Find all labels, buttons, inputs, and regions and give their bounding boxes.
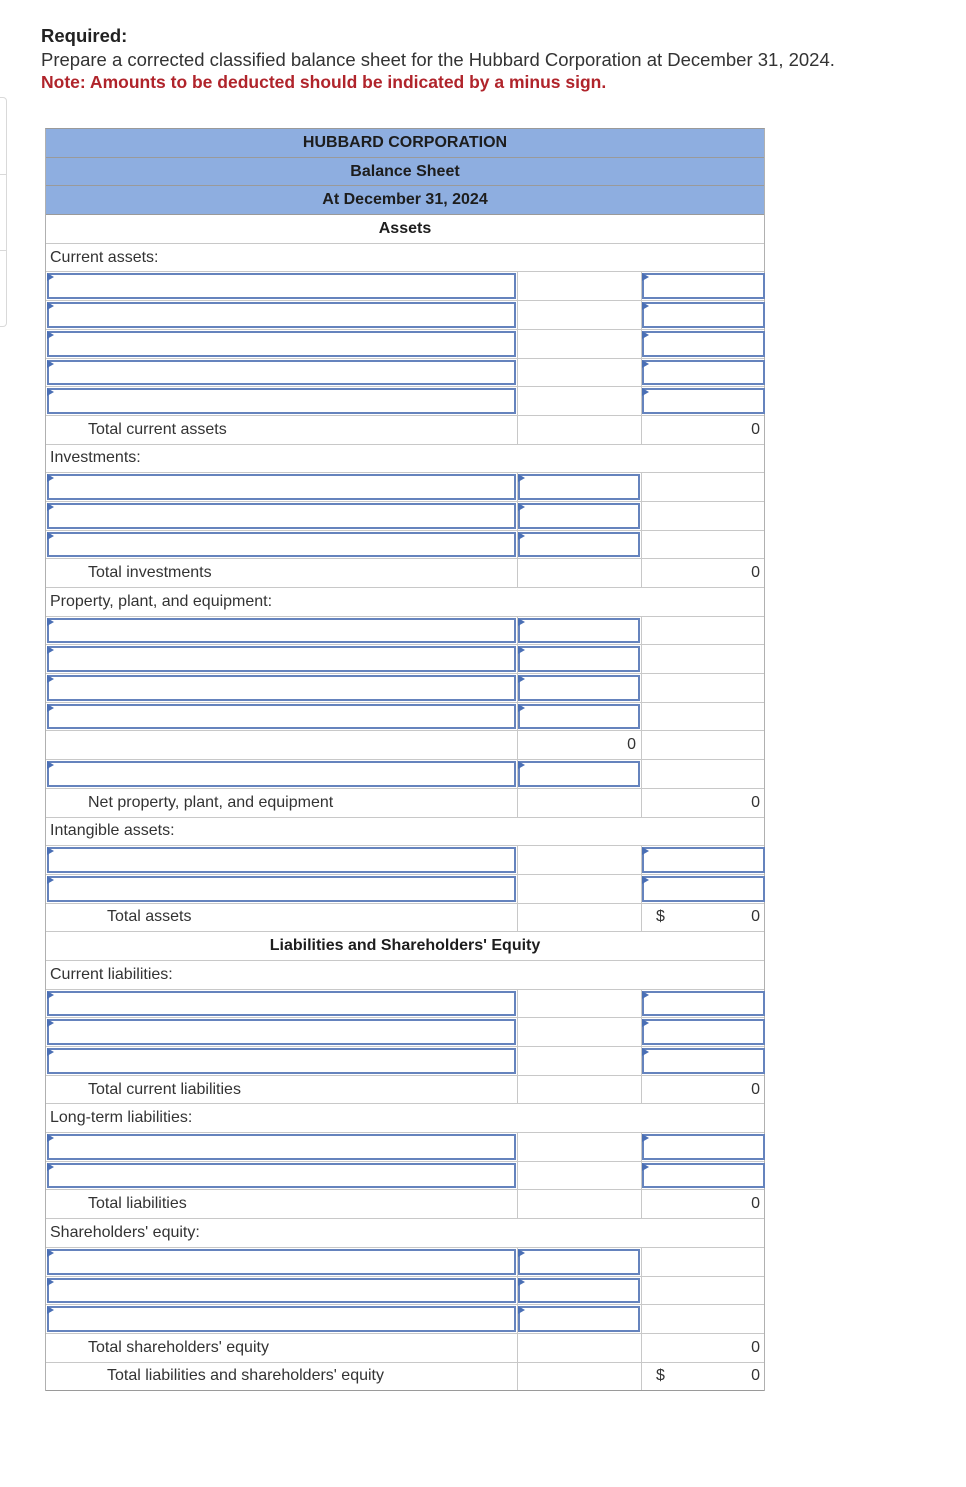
equity-amount-input[interactable]	[518, 1249, 640, 1275]
total-assets-value: 0	[751, 908, 760, 926]
current-liability-account-dropdown[interactable]	[47, 991, 516, 1017]
current-asset-account-dropdown[interactable]	[47, 388, 516, 414]
section-row	[46, 1219, 764, 1248]
current-asset-row	[46, 330, 764, 359]
net-ppe-value: 0	[751, 793, 760, 811]
intangible-row	[46, 846, 764, 875]
total-assets-label: Total assets	[107, 908, 192, 926]
equity-account-dropdown[interactable]	[47, 1249, 516, 1275]
ppe-account-dropdown[interactable]	[47, 646, 516, 672]
investment-account-dropdown[interactable]	[47, 474, 516, 500]
liabilities-heading-row	[46, 932, 764, 961]
long-term-liability-amount-input[interactable]	[642, 1163, 765, 1189]
total-liabilities-equity-label: Total liabilities and shareholders' equity	[107, 1367, 384, 1385]
total-liabilities-value: 0	[751, 1195, 760, 1213]
investment-amount-input[interactable]	[518, 474, 640, 500]
long-term-liability-row	[46, 1162, 764, 1191]
investment-account-dropdown[interactable]	[47, 532, 516, 558]
question-prompt: Prepare a corrected classified balance sheet for the Hubbard Corporation at December 31, 2024.	[41, 49, 835, 70]
total-equity-row	[46, 1334, 764, 1363]
header-date-row	[46, 186, 764, 215]
liabilities-heading: Liabilities and Shareholders' Equity	[269, 937, 541, 955]
cropped-text-fragment	[160, 0, 860, 4]
statement-title: Balance Sheet	[350, 162, 460, 180]
intangible-account-dropdown[interactable]	[47, 847, 516, 873]
ppe-subtotal-value: 0	[627, 736, 636, 754]
total-investments-value: 0	[751, 564, 760, 582]
header-statement-row	[46, 158, 764, 187]
current-liability-row	[46, 1047, 764, 1076]
current-asset-account-dropdown[interactable]	[47, 302, 516, 328]
balance-sheet-form	[45, 128, 765, 1391]
investment-amount-input[interactable]	[518, 532, 640, 558]
current-liability-row	[46, 1018, 764, 1047]
current-asset-amount-input[interactable]	[642, 360, 765, 386]
total-liabilities-equity-value: 0	[751, 1367, 760, 1385]
ppe-deduction-row	[46, 760, 764, 789]
total-liabilities-equity-currency: $	[656, 1367, 665, 1385]
equity-amount-input[interactable]	[518, 1306, 640, 1332]
ppe-subtotal-row	[46, 731, 764, 760]
question-note: Note: Amounts to be deducted should be indicated by a minus sign.	[41, 72, 607, 92]
current-asset-amount-input[interactable]	[642, 273, 765, 299]
total-liabilities-row	[46, 1190, 764, 1219]
intangible-account-dropdown[interactable]	[47, 876, 516, 902]
long-term-liability-amount-input[interactable]	[642, 1134, 765, 1160]
current-liability-amount-input[interactable]	[642, 991, 765, 1017]
required-label: Required:	[41, 25, 128, 46]
current-asset-amount-input[interactable]	[642, 388, 765, 414]
current-asset-row	[46, 272, 764, 301]
ppe-amount-input[interactable]	[518, 704, 640, 730]
current-asset-account-dropdown[interactable]	[47, 360, 516, 386]
section-row	[46, 961, 764, 990]
total-liabilities-equity-row	[46, 1363, 764, 1392]
section-row	[46, 588, 764, 617]
current-liability-amount-input[interactable]	[642, 1048, 765, 1074]
investment-amount-input[interactable]	[518, 503, 640, 529]
ppe-account-dropdown[interactable]	[47, 618, 516, 644]
assets-heading: Assets	[378, 219, 432, 237]
section-row	[46, 1104, 764, 1133]
equity-row	[46, 1248, 764, 1277]
equity-amount-input[interactable]	[518, 1278, 640, 1304]
shareholders-equity-label: Shareholders' equity:	[50, 1223, 200, 1241]
investment-account-dropdown[interactable]	[47, 503, 516, 529]
equity-row	[46, 1277, 764, 1306]
total-current-liabilities-label: Total current liabilities	[88, 1080, 241, 1098]
investment-row	[46, 531, 764, 560]
total-current-liabilities-value: 0	[751, 1080, 760, 1098]
current-asset-amount-input[interactable]	[642, 331, 765, 357]
long-term-liability-row	[46, 1133, 764, 1162]
current-asset-amount-input[interactable]	[642, 302, 765, 328]
total-assets-currency: $	[656, 908, 665, 926]
total-equity-label: Total shareholders' equity	[88, 1338, 269, 1356]
ppe-account-dropdown[interactable]	[47, 675, 516, 701]
total-investments-row	[46, 559, 764, 588]
total-equity-value: 0	[751, 1338, 760, 1356]
total-current-assets-label: Total current assets	[88, 420, 227, 438]
current-asset-row	[46, 301, 764, 330]
current-asset-row	[46, 387, 764, 416]
current-liability-row	[46, 990, 764, 1019]
ppe-row	[46, 645, 764, 674]
section-row	[46, 818, 764, 847]
ppe-amount-input[interactable]	[518, 675, 640, 701]
intangible-amount-input[interactable]	[642, 847, 765, 873]
current-asset-account-dropdown[interactable]	[47, 331, 516, 357]
equity-row	[46, 1305, 764, 1334]
net-ppe-label: Net property, plant, and equipment	[88, 793, 334, 811]
long-term-liability-account-dropdown[interactable]	[47, 1134, 516, 1160]
investment-row	[46, 502, 764, 531]
total-current-liabilities-row	[46, 1076, 764, 1105]
equity-account-dropdown[interactable]	[47, 1278, 516, 1304]
company-name: HUBBARD CORPORATION	[302, 133, 508, 151]
ppe-deduction-account-dropdown[interactable]	[47, 761, 516, 787]
intangible-row	[46, 875, 764, 904]
current-liability-amount-input[interactable]	[642, 1019, 765, 1045]
current-liability-account-dropdown[interactable]	[47, 1048, 516, 1074]
current-liabilities-label: Current liabilities:	[50, 965, 173, 983]
current-asset-row	[46, 359, 764, 388]
total-investments-label: Total investments	[88, 564, 212, 582]
intangible-amount-input[interactable]	[642, 876, 765, 902]
net-ppe-row	[46, 789, 764, 818]
investment-row	[46, 473, 764, 502]
total-current-assets-row	[46, 416, 764, 445]
statement-date: At December 31, 2024	[322, 191, 488, 209]
header-company-row	[46, 129, 764, 158]
section-row	[46, 445, 764, 474]
ppe-deduction-amount-input[interactable]	[518, 761, 640, 787]
total-liabilities-label: Total liabilities	[88, 1195, 187, 1213]
side-tab-edge	[0, 97, 7, 327]
assets-heading-row	[46, 215, 764, 244]
ppe-row	[46, 703, 764, 732]
investments-label: Investments:	[50, 449, 141, 467]
equity-account-dropdown[interactable]	[47, 1306, 516, 1332]
ppe-amount-input[interactable]	[518, 646, 640, 672]
current-assets-label: Current assets:	[50, 248, 159, 266]
ppe-amount-input[interactable]	[518, 618, 640, 644]
ppe-row	[46, 674, 764, 703]
ppe-account-dropdown[interactable]	[47, 704, 516, 730]
ppe-row	[46, 617, 764, 646]
long-term-liabilities-label: Long-term liabilities:	[50, 1109, 193, 1127]
section-row	[46, 244, 764, 273]
intangible-assets-label: Intangible assets:	[50, 822, 175, 840]
total-assets-row	[46, 904, 764, 933]
current-liability-account-dropdown[interactable]	[47, 1019, 516, 1045]
ppe-label: Property, plant, and equipment:	[50, 592, 273, 610]
long-term-liability-account-dropdown[interactable]	[47, 1163, 516, 1189]
total-current-assets-value: 0	[751, 420, 760, 438]
current-asset-account-dropdown[interactable]	[47, 273, 516, 299]
